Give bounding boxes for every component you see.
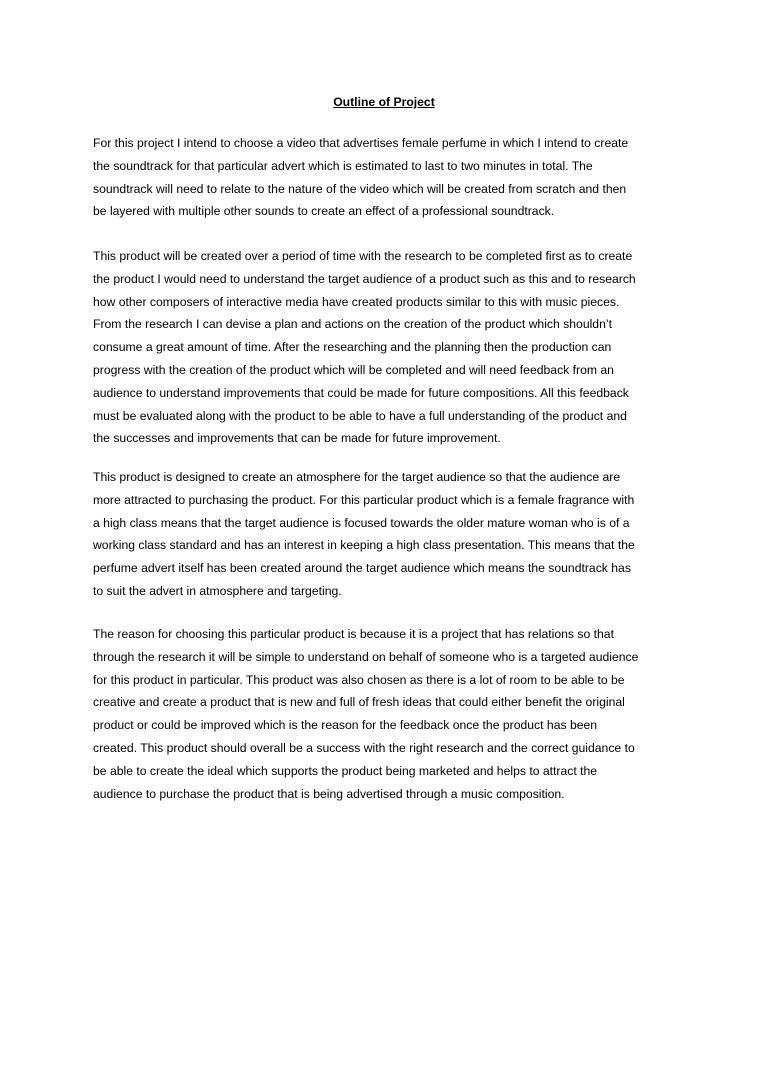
paragraph-line: through the research it will be simple to understand on behalf of someone who is a targeted audience (93, 649, 639, 664)
paragraph-line: consume a great amount of time. After the researching and the planning then the production can (93, 340, 612, 355)
paragraph-line: soundtrack will need to relate to the nature of the video which will be created from scratch and then (93, 181, 627, 196)
paragraph-line: for this product in particular. This product was also chosen as there is a lot of room to be able to be (93, 672, 625, 687)
paragraph-line: must be evaluated along with the product to be able to have a full understanding of the product and (93, 408, 627, 423)
paragraph-line: the soundtrack for that particular advert which is estimated to last to two minutes in total. The (93, 158, 593, 173)
paragraph-line: From the research I can devise a plan and actions on the creation of the product which shouldn’t (93, 317, 612, 332)
paragraph-line: be layered with multiple other sounds to create an effect of a professional soundtrack. (93, 204, 555, 219)
paragraph-line: how other composers of interactive media have created products similar to this with music pieces. (93, 294, 620, 309)
paragraph-line: product or could be improved which is the reason for the feedback once the product has been (93, 718, 598, 733)
paragraph-line: to suit the advert in atmosphere and targeting. (93, 583, 342, 598)
paragraph-line: The reason for choosing this particular product is because it is a project that has relations so that (93, 627, 614, 641)
paragraph-line: the product I would need to understand the target audience of a product such as this and to research (93, 271, 636, 286)
paragraph-line: a high class means that the target audience is focused towards the older mature woman who is of a (93, 515, 630, 530)
document-title: Outline of Project (333, 95, 435, 109)
paragraph-line: progress with the creation of the product which will be completed and will need feedback from an (93, 362, 614, 377)
paragraph-line: created. This product should overall be a success with the right research and the correct guidance to (93, 740, 635, 755)
paragraph-line: creative and create a product that is new and full of fresh ideas that could either benefit the original (93, 695, 625, 710)
paragraph-intro (93, 132, 683, 223)
paragraph-line: audience to understand improvements that could be made for future compositions. All this feedback (93, 385, 629, 400)
paragraph-line: working class standard and has an interest in keeping a high class presentation. This means that the (93, 538, 635, 553)
paragraph-line: For this project I intend to choose a video that advertises female perfume in which I intend to create (93, 136, 629, 150)
paragraph-reason (93, 623, 683, 805)
paragraph-process (93, 245, 683, 450)
paragraph-line: the successes and improvements that can be made for future improvement. (93, 431, 501, 446)
paragraph-line: audience to purchase the product that is being advertised through a music composition. (93, 786, 565, 801)
paragraph-audience (93, 466, 683, 603)
paragraph-line: be able to create the ideal which supports the product being marketed and helps to attract the (93, 763, 598, 778)
paragraph-line: perfume advert itself has been created around the target audience which means the soundtrack has (93, 561, 631, 576)
paragraph-line: This product is designed to create an atmosphere for the target audience so that the audience are (93, 470, 621, 484)
paragraph-line: This product will be created over a period of time with the research to be completed first as to create (93, 249, 633, 263)
paragraph-line: more attracted to purchasing the product. For this particular product which is a female fragrance with (93, 492, 635, 507)
